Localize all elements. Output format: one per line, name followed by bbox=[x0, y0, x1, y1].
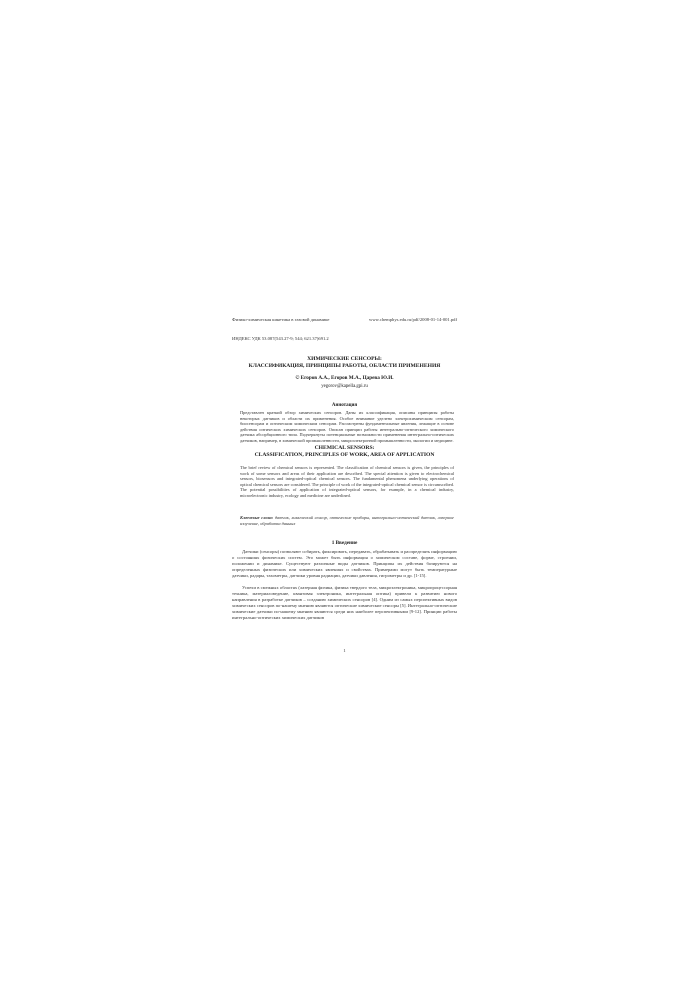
title-en-line1: CHEMICAL SENSORS: bbox=[314, 445, 375, 451]
title-ru bbox=[232, 356, 457, 370]
abstract-en-text: The brief review of chemical sensors is represented. The classification of chemical sensors is given, the principles of work of some sensors and areas of their application are described. The special attention is given to electrochemical sensors, biosensors and integrated-optical chemical sensors. The fundamental phenomena underlying operations of optical chemical sensors are considered. The principle of work of the integrated-optical chemical sensor is circumscribed. The potential possibilities of application of integrated-optical sensors, for example, in a chemical industry, microelectronic industry, ecology and medicine are underlined. bbox=[240, 465, 454, 498]
abstract-ru-heading: Аннотация bbox=[331, 403, 358, 408]
title-en bbox=[232, 445, 457, 459]
keywords-label: Ключевые слова: bbox=[240, 515, 274, 520]
running-header bbox=[232, 317, 457, 322]
title-ru-line1: ХИМИЧЕСКИЕ СЕНСОРЫ: bbox=[307, 356, 382, 362]
intro-paragraph-2: Успехи в смежных областях (лазерная физика, физика твердого тела, микроэлектроника, микропроцессорная техника, материаловедение, квантовая электроника, интегральная оптика) привели к развитию нового направления в разработке датчиков – созданию химических сенсоров [4]. Одним из самых перспективных видов химических сенсоров по-нашему мнению являются оптические химические сенсоры [5]. Интегрально-оптические химические датчики по-нашему мнению являются среди них наиболее перспективными [9-12]. Принцип работы интегрально-оптических химических датчиков bbox=[232, 585, 457, 620]
intro-paragraph-1: Датчики (сенсоры) позволяют собирать, фиксировать, передавать, обрабатывать и распределять информацию о состояниях физических систем. Это может быть информация о химическом составе, форме, строении, положении и динамике. Существуют различные виды датчиков. Принципы их действия базируются на определенных физических или химических явлениях и свойствах. Примерами могут быть температурные датчики, радары, тахометры, датчики уровня радиации, датчики давления, гигрометры и др. [1-15]. bbox=[232, 549, 457, 578]
author-email: yegorov@kapella.gpi.ru bbox=[321, 384, 368, 389]
section-heading: 1 Введение bbox=[331, 540, 358, 546]
header-journal: Физико-химическая кинетика в газовой динамике bbox=[232, 317, 330, 322]
authors: © Егоров А.А., Егоров М.А., Царева Ю.И. bbox=[295, 375, 394, 381]
title-en-line2: CLASSIFICATION, PRINCIPLES OF WORK, AREA OF APPLICATION bbox=[254, 452, 435, 458]
page-number: 1 bbox=[343, 648, 346, 653]
header-url: www.chemphys.edu.ru/pdf/2008-01-14-001.pdf bbox=[369, 317, 457, 322]
keywords-text: датчик, химический сенсор, оптические приборы, интегрально-оптический датчик, лазерное излучение, обработка данных bbox=[240, 515, 454, 526]
abstract-ru-text: Представлен краткий обзор химических сенсоров. Даны их классификация, описаны принципы работы некоторых датчиков и области их применения. Особое внимание уделено электрохимическим сенсорам, биосенсорам и оптическим химическим сенсорам. Рассмотрены фундаментальные явления, лежащие в основе действия оптических химических сенсоров. Описан принцип работы интегрально-оптического химического датчика абсорбционного типа. Подчеркнуты потенциальные возможности применения интегрально-оптических датчиков, например, в химической промышленности, микроэлектронной промышленности, экологии и медицине. bbox=[240, 410, 454, 443]
udk-index: ИНДЕКС УДК 53.087(543.27-9; 544; 621.37)691.2 bbox=[232, 336, 329, 341]
title-ru-line2: КЛАССИФИКАЦИЯ, ПРИНЦИПЫ РАБОТЫ, ОБЛАСТИ ПРИМЕНЕНИЯ bbox=[248, 363, 441, 369]
keywords bbox=[240, 515, 454, 526]
